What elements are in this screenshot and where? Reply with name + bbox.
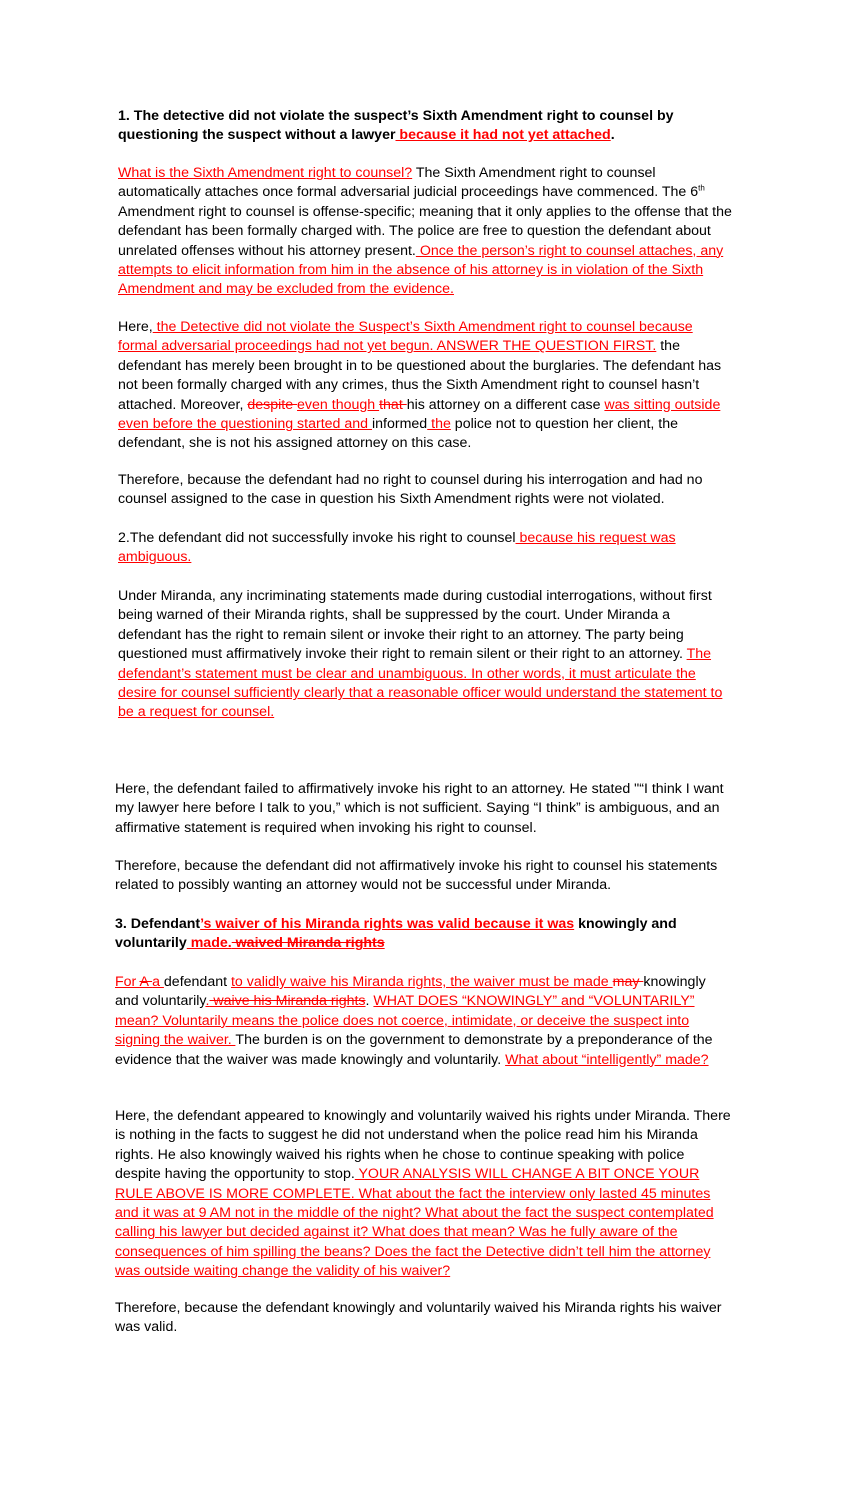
s2-heading-text: 2.The defendant did not successfully invoke his right to counsel [118, 530, 516, 546]
s1-rule [118, 164, 736, 300]
s3-rule-comment-3: to validly waive his Miranda rights, the waiver must be made [230, 974, 613, 990]
s1-analysis-comment-3: was sitting outside even before the questioning started and [118, 396, 721, 433]
s1-analysis-deleted-1: despite [247, 396, 298, 413]
s3-rule-comment-1: For [115, 974, 140, 990]
s2-rule [118, 587, 736, 723]
s3-heading-comment-1: ’s waiver of his Miranda rights was valid because it was [200, 916, 575, 932]
s1-analysis-text-3: his attorney on a different case [406, 396, 605, 413]
s1-analysis [118, 318, 736, 454]
s3-rule-deleted-2: may [612, 974, 644, 990]
s1-conclusion: Therefore, because the defendant had no right to counsel during his interrogation and had no counsel assigned to the case in question his Sixth Amendment rights were not violated. [118, 472, 703, 508]
s1-analysis-text-2: the defendant has merely been brought in to be questioned about the burglaries. The defendant has not been formally charged with any crimes, thus the Sixth Amendment right to counsel hasn’t attached. Moreover, [118, 338, 722, 413]
s3-heading-comment-2: made. [186, 935, 232, 952]
s3-rule [115, 973, 733, 1070]
s3-heading-deleted: waived Miranda rights [231, 935, 385, 952]
s3-analysis-comment: YOUR ANALYSIS WILL CHANGE A BIT ONCE YOUR RULE ABOVE IS MORE COMPLETE. What about the fact the interview only lasted 45 minutes and it was at 9 AM not in the middle of the night? What about the fact the suspect contemplated calling his lawyer but decided against it? What does that mean? Was he fully aware of the consequences of him spilling the beans? Does the fact the Detective didn’t tell him the attorney was outside waiting change the validity of his waiver? [115, 1166, 714, 1280]
s1-rule-comment-1: What is the Sixth Amendment right to counsel? [118, 165, 413, 181]
s3-heading [115, 915, 733, 954]
s1-heading [118, 107, 736, 146]
s1-heading-comment: because it had not yet attached [395, 127, 611, 144]
s2-conclusion: Therefore, because the defendant did not affirmatively invoke his right to counsel his statements related to possibly wanting an attorney would not be successful under Miranda. [115, 858, 718, 894]
s3-rule-text-2: knowingly and voluntarily [115, 974, 706, 1010]
s3-rule-text-4: The burden is on the government to demonstrate by a preponderance of the evidence that the waiver was made knowingly and voluntarily. [115, 1032, 713, 1068]
s3-conclusion: Therefore, because the defendant knowingly and voluntarily waived his Miranda rights his waiver was valid. [115, 1300, 722, 1336]
s1-heading-end: . [610, 127, 615, 144]
s2-heading-comment: because his request was ambiguous. [118, 530, 676, 566]
s3-rule-text-3: . [365, 993, 374, 1010]
s1-analysis-text-5: police not to question her client, the defendant, she is not his assigned attorney on this case. [118, 416, 679, 452]
s2-analysis: Here, the defendant failed to affirmatively invoke his right to an attorney. He stated "“I think I want my lawyer here before I talk to you,” which is not sufficient. Saying “I think” is ambiguous, and an affirmative statement is required when invoking his right to counsel. [115, 781, 724, 836]
s2-heading [118, 529, 736, 568]
s3-rule-comment-2: a [152, 974, 164, 990]
s1-rule-superscript: th [698, 183, 705, 193]
s3-heading-text-2: knowingly and voluntarily [115, 916, 677, 952]
s1-analysis-comment-2: even though [297, 396, 380, 413]
s3-rule-comment-6: What about “intelligently” made? [505, 1051, 709, 1068]
s1-rule-text-1: The Sixth Amendment right to counsel automatically attaches once formal adversarial judicial proceedings have commenced. The 6 [118, 165, 699, 201]
s3-rule-comment-4: . [205, 993, 210, 1010]
s1-heading-text: 1. The detective did not violate the suspect’s Sixth Amendment right to counsel by questioning the suspect without a lawyer [118, 108, 674, 144]
s1-analysis-text-4: informed [371, 416, 428, 433]
s3-heading-text-1: 3. Defendant [115, 916, 201, 932]
s3-rule-deleted-1: A [139, 974, 153, 990]
s1-rule-text-2: Amendment right to counsel is offense-specific; meaning that it only applies to the offense that the defendant has been formally charged with. The police are free to question the defendant about unrelated offenses without his attorney present. [118, 203, 732, 259]
s1-analysis-text-1: Here, [118, 319, 153, 335]
s3-rule-deleted-3: waive his Miranda rights [209, 993, 366, 1010]
s3-analysis [115, 1107, 733, 1282]
s3-analysis-text: Here, the defendant appeared to knowingly and voluntarily waived his rights under Miranda. There is nothing in the facts to suggest he did not understand when the police read him his Miranda rights. He also knowingly waived his rights when he chose to continue speaking with police despite having the opportunity to stop. [115, 1108, 731, 1183]
s1-analysis-comment-4: the [427, 416, 451, 433]
s2-rule-text: Under Miranda, any incriminating statements made during custodial interrogations, without first being warned of their Miranda rights, shall be suppressed by the court. Under Miranda a defendant has the right to remain silent or invoke their right to an attorney. The party being questioned must affirmatively invoke their right to remain silent or their right to an attorney. [118, 588, 712, 663]
s3-rule-comment-5: WHAT DOES “KNOWINGLY” and “VOLUNTARILY” mean? Voluntarily means the police does not coerce, intimidate, or deceive the suspect into signing the waiver. [115, 993, 695, 1049]
s1-rule-comment-2: Once the person’s right to counsel attaches, any attempts to elicit information from him in the absence of his attorney is in violation of the Sixth Amendment and may be excluded from the evidence. [118, 242, 724, 298]
s3-rule-text-1: defendant [163, 974, 231, 990]
s2-rule-comment: The defendant’s statement must be clear and unambiguous. In other words, it must articulate the desire for counsel sufficiently clearly that a reasonable officer would understand the statement to be a request for counsel. [118, 646, 723, 721]
s1-analysis-comment-1: the Detective did not violate the Suspect’s Sixth Amendment right to counsel because formal adversarial proceedings had not yet begun. ANSWER THE QUESTION FIRST. [118, 319, 693, 355]
s1-analysis-deleted-2: that [379, 396, 407, 413]
